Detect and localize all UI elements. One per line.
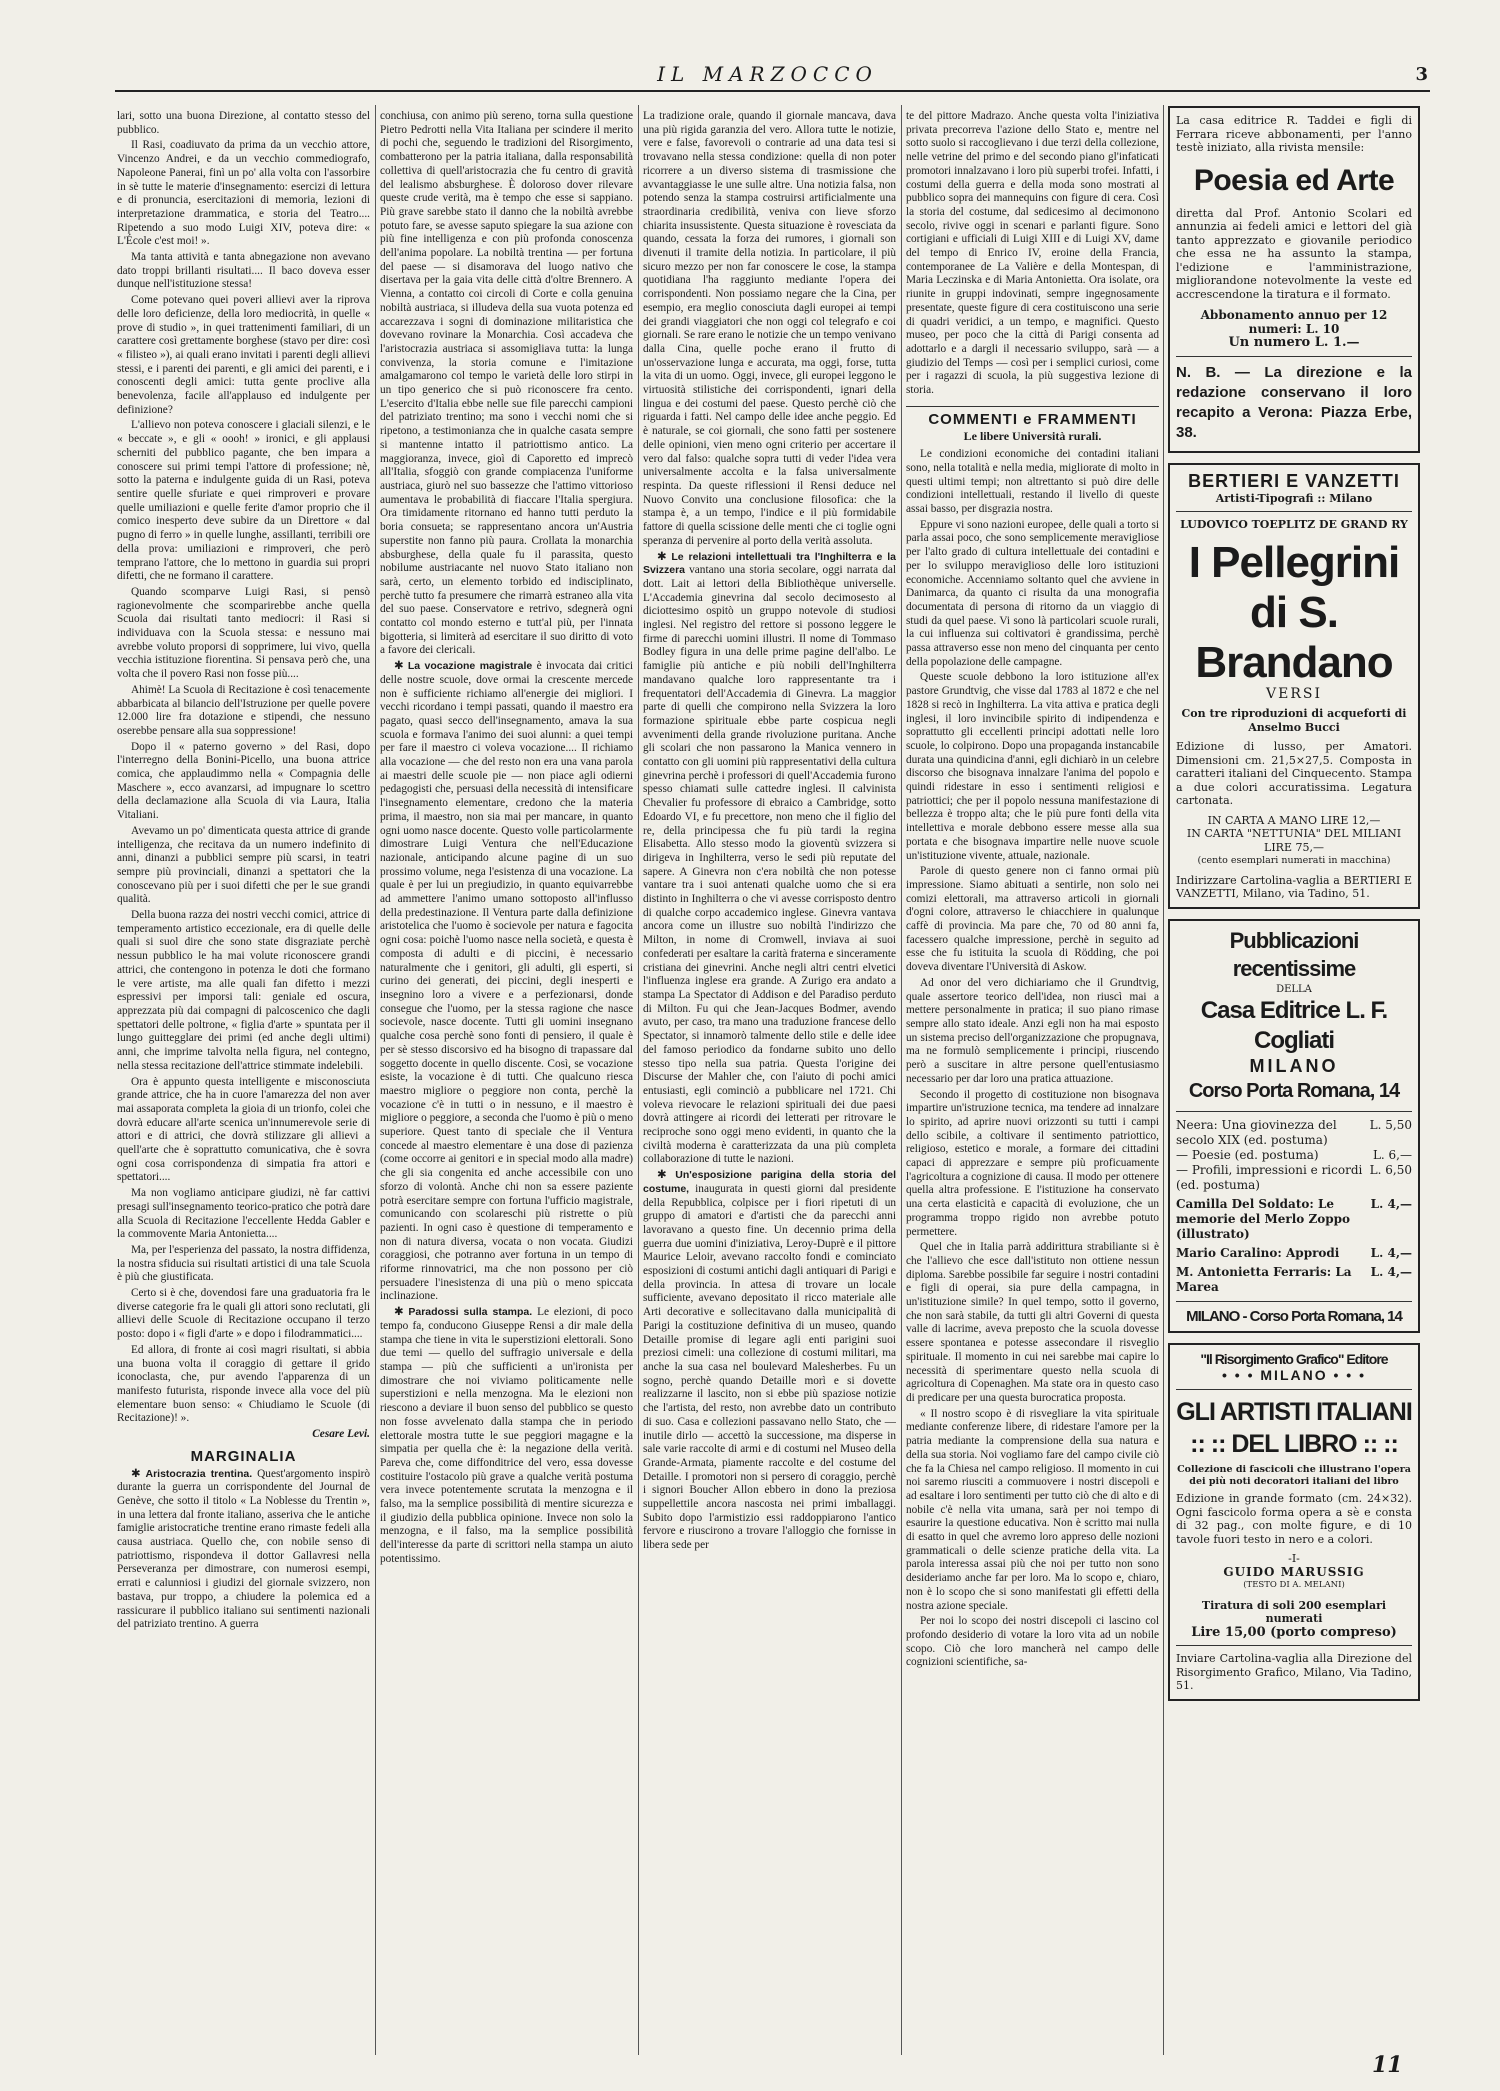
paragraph: Quel che in Italia parrà addirittura strabiliante si è che l'allievo che esce dall'istituto non ottiene nessun diploma. Sarebbe possibile far seguire i nostri contadini e figli di operai, sia pure della campagna, in un'istituzione simile? In quel tempo, sotto il governo, che non sarà stabile, da tutti gli altri Governi di questa valle di lacrime, aveva preposto che la scuola dovesse essere spontanea e potesse assecondare il risveglio spirituale. Il momento in cui nei sarebbe mai capire lo necessità di sperimentare questo nella scuola di agricoltura di Copenaghen. Ma state ora in questo caso di predicare per una questa burocratica proposta.	[906, 1241, 1159, 1404]
item-text: vantano una storia secolare, oggi narrata dal dott. Lait ai lettori della Bibliothèque universelle. L'Accademia ginevrina dal secolo decimosesto al diciottesimo ospitò un gruppo notevole di studiosi inglesi. Nel registro del rettore si possono leggere le firme di parecchi uomini illustri. Il nome di Tommaso Bodley figura in una delle prime pagine dell'albo. Le famiglie più antiche e più nobili dell'Inghilterra mandavano qualche loro rappresentante tra i frequentatori dell'Accademia di Ginevra. La maggior parte di quelli che compirono nella Svizzera la loro formazione spirituale ebbe parte cospicua negli avvenimenti della grande rivoluzione puritana. Anche gli scolari che non passarono la Manica vennero in contatto con gli uomini più rappresentativi della cultura ginevrina perchè i professori di quell'Accademia furono spesso chiamati sulle cattedre inglesi. Il calvinista Chevalier fu professore di ebraico a Cambridge, sotto Edoardo VI, e fu precettore, non meno che il figlio del re, della principessa che fu più tardi la regina Elisabetta. Allo stesso modo la gioventù svizzera si dirigeva in Inghilterra, verso le sedi più reputate del sapere. A Ginevra non c'era nobiltà che non potesse vantare tra i suoi antenati qualche uomo che si era distinto in Inghilterra o che vi avesse corrisposto dentro di qualche corpo accademico inglese. Ginevra vantava ancora come un illustre suo nobiltà l'indirizzo che Milton, in nome di Cromwell, inviava ai suoi confederati per esaltare la carità fraterna e sinceramente cristiana dei ginevrini. Anche negli altri centri elvetici l'influenza inglese era grande. A Zurigo era andato a stampa La Spectator di Addison e del Paradiso perduto di Milton. Fu qui che Jean-Jacques Bodmer, avendo avuto, per caso, tra mano una traduzione francese dello Spectator, si innamorò talmente dello stile e delle idee del famoso periodico da fondarne subito uno dello stesso tipo nella sua patria. Questa l'origine dei Discurse der Mahler che, con l'aiuto di pochi amici entusiasti, egli cominciò a pubblicare nel 1721. Chi voleva rievocare le relazioni spirituali dei due paesi dovrà attingere ai ricordi dei letterati per ritrovare le reciproche sono oggi meno evidenti, in quanto che la civiltà moderna è caratterizzata da una più completa collaborazione di tutte le nazioni.	[643, 564, 896, 1166]
editorial-notice: N. B. — La direzione e la redazione conservano il loro recapito a Verona: Piazza Erbe, 38.	[1176, 363, 1412, 441]
ad-title-line2: :: :: DEL LIBRO :: ::	[1190, 1430, 1398, 1458]
ad-publisher: BERTIERI E VANZETTI	[1188, 470, 1400, 491]
ad-subtitle: Collezione di fascicoli che illustrano l'opera dei più noti decoratori italiani del libro	[1177, 1464, 1411, 1487]
paragraph: La tradizione orale, quando il giornale mancava, dava una più rigida garanzia del vero. Allora tutte le notizie, vere e false, favorevoli o contrarie ad una data tesi si trovavano nella stessa condizione: quella di non poter ricorrere a un diverso sistema di trasmissione che avvantaggiasse le une sulle altre. Una notizia falsa, non potendo senza la stampa costruirsi artificialmente una straordinaria credibilità, veniva con lieve sforzo chiarita insussistente. Questa situazione è rovesciata da quando, cessata la forza dei rumores, i giornali son divenuti il tramite della notizia. In particolare, il più sicuro mezzo per non far conoscere le cose, la stampa quotidiana l'ha raggiunto mediante l'opera dei corrispondenti. Non possiamo negare che la Cina, per esempio, era meglio conosciuta dagli europei ai tempi dei grandi viaggiatori che non oggi col telegrafo e coi giornali. Se rare erano le notizie che un tempo venivano dalla Cina, quelle poche erano il frutto di un'osservazione lunga e accurata, ma oggi, forse, tutta la vita di un uomo. Oggi, invece, gli europei leggono le virtuosità stilistiche dei corrispondenti, ignari della lingua e dei costumi del paese. Questo perchè ciò che riguarda i fatti. Nel campo delle idee anche peggio. Ed è naturale, se coi giornali, che sono fatti per sostenere delle opinioni, vien meno ogni criterio per accertare il vero dal falso: qualche sopra tutti di veder l'idea vera universalmente accolta e la falsa universalmente respinta. Da queste riflessioni il Rensi deduce nel Nuovo Convito una conclusione filosofica: che la stampa è, a un tempo, l'indice e il più formidabile fattore di quella scissione delle menti che ci toglie ogni speranza di pervenire al porto della verità assoluta.	[643, 110, 896, 547]
item-text: Quest'argomento inspirò durante la guerra un corrispondente del Journal de Genève, che sotto il titolo « La Noblesse du Trentin », in una lettera dal fronte italiano, asseriva che le antiche famiglie aristocratiche trentine erano rimaste fedeli alla causa austriaca. Quello che, con nobile senso di patriottismo, rispondeva il dottor Gallavresi nella Perseveranza per dimostrare, con numerosi esempi, errati e calunniosi i giudizi del giornale svizzero, non bastava, pur troppo, a chiudere la polemica ed a rassicurare il pubblico italiano sui sentimenti nazionali del patriziato trentino. A guerra	[117, 1467, 370, 1631]
ad-head: Pubblicazioni recentissime	[1229, 927, 1359, 981]
ad-divider	[1176, 356, 1412, 357]
book-item: Camilla Del Soldato: Le memorie del Merlo Zoppo (illustrato) L. 4,—	[1176, 1197, 1412, 1241]
paragraph: Per noi lo scopo dei nostri discepoli ci lascino col profondo desiderio di votare la loro vita ad un nobile scopo. Ciò che loro mancherà nel campo delle cognizioni scientifiche, sa-	[906, 1615, 1159, 1669]
ad-address: Corso Porta Romana, 14	[1188, 1080, 1400, 1102]
ad-artisti-italiani	[1168, 1343, 1420, 1701]
ad-order: Indirizzare Cartolina-vaglia a BERTIERI E VANZETTI, Milano, via Tadino, 51.	[1176, 873, 1412, 900]
column-2	[380, 110, 633, 2050]
masthead	[115, 60, 1428, 92]
item-heading: Aristocrazia trentina.	[145, 1467, 253, 1480]
paragraph: Ed allora, di fronte ai così magri risultati, si abbia una buona volta il coraggio di gettare il grido iconoclasta, che, pur avendo l'apparenza di un manifesto futurista, risponde invece alla voce del più elementare buon senso: « Chiudiamo le Scuole (di Recitazione)! ».	[117, 1343, 370, 1425]
ad-divider	[1176, 1389, 1412, 1390]
paragraph: Ma, per l'esperienza del passato, la nostra diffidenza, la nostra sfiducia sui risultati artistici di una tale Scuola è più che giustificata.	[117, 1243, 370, 1284]
bullet-icon: ✱	[394, 660, 408, 673]
book-item: Mario Caralino: Approdi L. 4,—	[1176, 1246, 1412, 1260]
paragraph: Queste scuole debbono la loro istituzione all'ex pastore Grundtvig, che visse dal 1783 al 1872 e che nel 1828 si recò in Inghilterra. La vita attiva e pratica degli inglesi, il loro invincibile spirito di indipendenza e soprattutto gli eccellenti principi adottati nelle loro scuole, lo colpirono. Dopo una propaganda instancabile durata una quindicina d'anni, egli dichiarò in un celebre discorso che bisognava innalzare l'anima del popolo e quindi ridestare in esso i sentimenti religiosi e patriottici; che per il popolo nessuna manifestazione di bellezza è troppo alta; che le più pure fonti della vita intellettiva e morale debbono essere messe alla sua portata e che bisognava impartire nelle nuove scuole un'istituzione vivente, attuale, nazionale.	[906, 671, 1159, 862]
book-list	[1176, 1118, 1412, 1295]
ad-della: DELLA	[1276, 983, 1312, 995]
ad-run: Tiratura di soli 200 esemplari numerati	[1201, 1598, 1387, 1625]
paragraph: Avevamo un po' dimenticata questa attrice di grande intelligenza, che recitava da un numero indefinito di anni, dinanzi a pubblici sempre più scarsi, in teatri sempre più provinciali, dinanzi a spettatori che la conoscevano più per i suoi difetti che per le sue grandi qualità.	[117, 824, 370, 906]
page-number: 3	[1415, 64, 1428, 85]
ad-footer: MILANO - Corso Porta Romana, 14	[1186, 1308, 1402, 1325]
paragraph: Ahimè! La Scuola di Recitazione è così tenacemente abbarbicata al bilancio dell'Istruzione per quelle povere 12.000 lire fra dotazione e stipendi, che nessuno oserebbe pensare alla sua soppressione!	[117, 683, 370, 737]
ad-body: Edizione in grande formato (cm. 24×32). Ogni fascicolo forma opera a sè e consta di 32 pag., con molte figure, e di 10 tavole fuori testo in nero e a colori.	[1176, 1492, 1412, 1546]
paragraph: Ad onor del vero dichiariamo che il Grundtvig, quale assertore teorico dell'idea, non riuscì mai a mettere personalmente in pratica; il suo piano rimase sempre allo stato ideale. Anzi egli non ha mai esposto un sistema preciso dell'organizzazione che propugnava, ma ne formulò semplicemente i principi, riuscendo però a suscitare in altre persone quell'entusiasmo necessario per dar loro una pratica attuazione.	[906, 976, 1159, 1085]
item-heading: Le relazioni intellettuali tra l'Inghilterra e la Svizzera	[643, 550, 896, 577]
ad-publisher-sub: Artisti-Tipografi :: Milano	[1215, 491, 1373, 505]
ad-house: Casa Editrice L. F. Cogliati	[1200, 997, 1388, 1054]
ad-price: Lire 15,00 (porto compreso)	[1191, 1624, 1397, 1640]
article-body	[117, 110, 370, 1442]
book-item: — Profili, impressioni e ricordi (ed. postuma) L. 6,50	[1176, 1163, 1412, 1192]
masthead-rule	[115, 90, 1430, 92]
section-subtitle: Le libere Università rurali.	[963, 429, 1102, 444]
author-signature: Cesare Levi.	[312, 1428, 370, 1441]
ad-issue-note: (TESTO DI A. MELANI)	[1243, 1580, 1345, 1590]
advertisement-column	[1168, 106, 1420, 1711]
ad-pellegrini	[1168, 463, 1420, 909]
ad-price: Abbonamento annuo per 12 numeri: L. 10	[1200, 308, 1388, 336]
marginalia-item	[380, 660, 633, 1304]
ad-body: Edizione di lusso, per Amatori. Dimensioni cm. 21,5×27,5. Composta in caratteri italiani del Cinquecento. Stampa a due colori accuratissima. Legatura cartonata.	[1176, 740, 1412, 807]
ad-issue-number: -I-	[1288, 1552, 1300, 1565]
ad-cogliati	[1168, 919, 1420, 1334]
ad-divider	[1176, 1301, 1412, 1302]
ad-title: Poesia ed Arte	[1193, 163, 1395, 197]
ad-intro: La casa editrice R. Taddei e figli di Ferrara riceve abbonamenti, per l'anno testè iniziato, alla rivista mensile:	[1176, 114, 1412, 154]
bullet-icon: ✱	[131, 1467, 146, 1480]
ad-divider	[1176, 1645, 1412, 1646]
bullet-icon: ✱	[394, 1306, 409, 1319]
ad-price: IN CARTA A MANO LIRE 12,—	[1207, 813, 1381, 827]
ad-poesia-ed-arte	[1168, 106, 1420, 453]
ad-city: • • • MILANO • • •	[1222, 1367, 1366, 1383]
item-text: è invocata dai critici delle nostre scuole, dove ormai la crescente mercede non è sufficiente richiamo all'energie dei migliori. I vecchi ricordano i tempi passati, quando il maestro era pagato, quasi secco dell'insegnamento, amava la sua scuola e formava l'animo dei suoi alunni: a quei tempi per fare il maestro ci voleva vocazione.... Il richiamo alla vocazione — che del resto non era una vana parola ai maestri delle scuole pie — non piace agli odierni pedagogisti che, persuasi della necessità di intensificare l'insegnamento elementare, credono che la materia prima, il maestro, non sia mai per mancare, in quanto ogni uomo nasce docente. Questo volle particolarmente dimostrare Luigi Ventura che nell'Educazione nazionale, anticipando alcune pagine di un suo prossimo volume, nega l'esistenza di una vocazione. La quale è per lui un pregiudizio, in quanto equivarrebbe ad ammettere l'animo umano sottoposto all'influsso della predestinazione. Il Ventura parte dalla definizione aristotelica che l'uomo è socievole per natura e fagocita ogni cosa: poichè l'uomo nasce nella società, e questa è composta di adulti e di piccini, è necessario naturalmente che i genitori, gli adulti, gli esperti, si curino dei generati, dei piccini, degli inesperti e insegnino loro a vivere e a perfezionarsi, donde consegue che l'uomo, per la stessa ragione che nasce socievole, nasce docente. Tutti gli uomini insegnano qualche cosa perchè sono fonti di pensiero, il quale è per sè stesso discorsivo ed ha bisogno di trapassare dal soggetto docente in quello discente. Così, se vocazione esiste, la vocazione è di tutti. Che qualcuno riesca maestro migliore o peggiore non conta, perchè la vocazione c'è in tutti o in nessuno, e il maestro è migliore o peggiore, a seconda che l'uomo è più o meno superiore. Quest tanto di speciale che il Ventura concede al maestro elementare è una dose di pazienza (come occorre ai genitori e in special modo alla madre) che gli sia congenita ed anche accessibile con uno sforzo di volontà. Anche chi non sa essere paziente potrà esercitare sempre con fortuna l'ufficio magistrale, comunicando con scolareschi più ristrette o più pazienti. In ogni caso è questione di temperamento e non di natura diversa, vocata o non vocata. Giudizi coraggiosi, che potranno aver fortuna in un tempo di riforme rinnovatrici, ma che non possono per ciò persuadere l'inesistenza di una più o meno spiccata inclinazione.	[380, 660, 633, 1303]
ad-title-line2: di S. Brandano	[1195, 587, 1393, 687]
section-title-marginalia: MARGINALIA	[190, 1447, 297, 1465]
column-divider	[375, 105, 376, 2055]
marginalia-item	[643, 551, 896, 1168]
book-item: Neera: Una giovinezza del secolo XIX (ed. postuma) L. 5,50	[1176, 1118, 1412, 1147]
item-heading: La vocazione magistrale	[407, 660, 533, 673]
ad-illustrations: Con tre riproduzioni di acqueforti di Anselmo Bucci	[1181, 707, 1407, 734]
book-item: — Poesie (ed. postuma) L. 6,—	[1176, 1148, 1412, 1162]
item-heading: Paradossi sulla stampa.	[408, 1306, 533, 1319]
paragraph: Dopo il « paterno governo » del Rasi, dopo l'interregno della Bonini-Picello, una buona attrice comica, che applaudimmo nella « Compagnia delle Maschere », ecco avanzarsi, ad impugnare lo scettro della declamazione alla Scuola di via Laura, Italia Vitaliani.	[117, 740, 370, 822]
ad-title-line1: GLI ARTISTI ITALIANI	[1176, 1398, 1412, 1426]
section-title-commenti: COMMENTI e FRAMMENTI	[906, 406, 1159, 427]
paragraph: Certo si è che, dovendosi fare una graduatoria fra le diverse categorie fra le quali gli attori sono reclutati, gli allievi delle Scuole di Recitazione occupano il terzo posto: dopo i « figli d'arte » e dopo i filodrammatici....	[117, 1287, 370, 1341]
column-divider	[901, 105, 902, 2055]
paragraph: lari, sotto una buona Direzione, al contatto stesso del pubblico.	[117, 110, 370, 136]
item-text: inaugurata in questi giorni dal presidente della Repubblica, colpisce per i fiori ripetuti di un gruppo di amatori e d'artisti che da parecchi anni lavoravano a questo fine. Un decennio prima della guerra due uomini d'iniziativa, Leroy-Duprè e il pittore Maurice Leloir, avevano raccolto fondi e cominciato esposizioni di costumi antichi dagli antiquari di Parigi e della provincia. In attesa di trovare un locale sufficiente, avevano depositato il ricco materiale alle Arti decorative e sollecitavano dalla municipalità di Parigi la costituzione definitiva di un museo, quando Detaille promise di legare agli enti parigini suoi preziosi cimeli: una collezione di costumi militari, ma anche la sua casa nel boulevard Malesherbes. Fu un sogno, perchè quando Detaille morì e si dovette realizzarne il lascito, non si ebbe più spaziose notizie che l'artista, del resto, non avrebbe dato un contributo di suo. Casa e collezioni passavano nello Stato, che — inutile dirlo — accettò la successione, ma disperse in sale varie raccolte di armi e di costumi nel Museo della Grande-Armata, piamente raccolte e del costume del Detaille. I promotori non si persero di coraggio, perchè i signori Boucher Allon ebbero in dono la preziosa suppellettile ancora nascosta nei primi imballaggi. Subito dopo l'armistizio essi raddoppiarono l'antico fervore e riuscirono a trovare l'alloggio che fornisse in libera sede per	[643, 1182, 896, 1552]
bullet-icon: ✱	[657, 1169, 676, 1182]
ad-head: "Il Risorgimento Grafico" Editore	[1200, 1351, 1388, 1367]
paragraph: conchiusa, con animo più sereno, torna sulla questione Pietro Pedrotti nella Vita Italiana per scindere il merito di pochi che, seguendo le tradizioni del Risorgimento, combatterono per la patria italiana, dalla responsabilità collettiva di quell'aristocrazia che fu centro di gravità del lealismo absburghese. È doloroso dover rilevare queste crude verità, ma è tempo che esse si sappiano. Più grave sarebbe stato il danno che la nobiltà avrebbe potuto fare, se avesse saputo spiegare la sua azione con più fine intelligenza e con più profonda conoscenza dell'anima popolare. La nobiltà trentina — per fortuna del paese — si disamorava del luogo nativo che disertava per la gaia vita delle città d'oltre Brennero. A Vienna, a contatto coi circoli di Corte e colla genuina nobiltà austriaca, si illudeva della sua vuota potenza ed accarezzava i sogni di dominazione militaristica che dovevano rovinare la Monarchia. Così accadeva che l'aristocrazia austriaca si assomigliava tutta: la lunga convivenza, la storia comune e l'imitazione amalgamarono col tempo le varietà delle loro stirpi in un tipo generico che si può riconoscere fra cento. L'esercito d'Italia ebbe nelle sue file parecchi campioni del patriziato trentino; ma sono i vecchi nomi che si ripetono, a testimonianza che in qualche casata sempre si mantenne intatto il patriottismo antico. La maggioranza, invece, gioì di Caporetto ed imprecò all'Italia, sfoggiò con grande compiacenza l'uniforme austriaca, giurò nel suo bassezze che l'attimo vittorioso aumentava le probabilità di fiaccare l'Italia spergiura. Ora timidamente ritornano ed hanno tutti perduto la boria consueta; se rappresentano ancora un'Austria superstite non fanno più paura. Crollata la monarchia absburghese, della quale fu il parassita, questo nobilume austriacante nel nuovo Stato italiano non sarà, certo, un elemento torbido ed indisciplinato, perchè tutto fa presumere che rimarrà estraneo alla vita del suo paese. Conservatore e retrivo, sdegnerà ogni contatto col mondo esterno e tutt'al più, per l'innata bigotteria, si limiterà ad esercitare il suo diritto di voto a favore dei clericali.	[380, 110, 633, 657]
paragraph: Ora è appunto questa intelligente e misconosciuta grande attrice, che ha in cuore l'amarezza del non aver mai assaporata completa la gioia di un trionfo, colei che dovrà educare all'arte scenica un'innumerevole serie di attori e di attrici, che dovrà stilizzare gli allievi a quell'arte che è soprattutto comunicativa, che è sovra ogni cosa corrispondenza di simpatia fra attori e spettatori....	[117, 1075, 370, 1184]
paragraph: Come potevano quei poveri allievi aver la riprova delle loro deficienze, della loro mediocrità, in quelle « prove di studio », in quei trattenimenti familiari, di un carattere così grettamente borghese (stavo per dire: così « filisteo »), ai quali erano invitati i parenti degli allievi stessi, e i parenti dei parenti, e gli amici dei parenti, e i conoscenti degli amici: tutta gente proclive alla benevolenza, facile all'applauso ed indulgente per definizione?	[117, 294, 370, 416]
paragraph: Eppure vi sono nazioni europee, delle quali a torto si parla assai poco, che sono semplicemente meravigliose per l'alto grado di cultura intellettuale dei contadini e per lo sviluppo meraviglioso delle loro istituzioni economiche. Accenniamo soltanto quel che avviene in Danimarca, da quanto ci risulta da una monografia documentata di persona di ritorno da un viaggio di studi da quel paese. Vi sono là particolari scuole rurali, la cui influenza sui coltivatori è grandissima, perchè passa attraverso esse non meno del cinquanta per cento della popolazione delle campagne.	[906, 518, 1159, 668]
ad-price: IN CARTA "NETTUNIA" DEL MILIANI LIRE 75,—	[1186, 827, 1402, 854]
book-item: M. Antonietta Ferraris: La Marea L. 4,—	[1176, 1265, 1412, 1294]
bullet-icon: ✱	[657, 550, 672, 563]
item-text: Le elezioni, di poco tempo fa, conducono Giuseppe Rensi a dir male della stampa che tiene in vita le superstizioni elettorali. Sono due temi — quello del suffragio universale e della stampa — più che sufficienti a un'ironista per dimostrare che noi viviamo politicamente nelle superstizioni e nella menzogna. Ma le elezioni non riescono a deviare il buon senso del pubblico se questo non fosse avvelenato dalla stampa che in periodo elettorale mostra tutte le sue peggiori magagne e la simpatia per quella che è: la negazione della verità. Pareva che, come diffonditrice del vero, essa dovesse costituire l'ostacolo più grave a qualche verità postuma vera invece potentemente scrutata la menzogna e il falso, ma la semplice possibilità di mentire sicurezza e il giudizio della pubblica opinione. Invece non solo la menzogna, e il falso, ma la semplice possibilità dell'interesse da parte di scrittori nella stampa un aiuto potentissimo.	[380, 1306, 633, 1565]
ad-body: diretta dal Prof. Antonio Scolari ed annunzia ai fedeli amici e lettori del già tanto apprezzato e giovanile periodico che essa ne ha assunto la stampa, l'edizione e l'amministrazione, migliorandone notevolmente la veste ed accrescendone la tiratura e il formato.	[1176, 206, 1412, 301]
ad-kind: VERSI	[1266, 685, 1322, 702]
marginalia-item	[380, 1306, 633, 1566]
column-divider	[638, 105, 639, 2055]
item-heading: Un'esposizione parigina della storia del costume,	[643, 1169, 896, 1195]
ad-price-note: (cento esemplari numerati in macchina)	[1197, 855, 1391, 866]
handwritten-page-mark: 11	[1372, 2052, 1403, 2078]
paragraph: Ma tanta attività e tanta abnegazione non avevano dato troppi brillanti risultati.... Il baco doveva esser dunque nell'istituzione stessa!	[117, 251, 370, 291]
ad-price-single: Un numero L. 1.—	[1228, 335, 1360, 350]
ad-author: LUDOVICO TOEPLITZ DE GRAND RY	[1180, 518, 1408, 531]
paragraph: Il Rasi, coadiuvato da prima da un vecchio attore, Vincenzo Andrei, e da un vecchio commediografo, Napoleone Panerai, finì un po' alla volta con l'assorbire in sè tutte le materie d'insegnamento: esercizi di lettura e di pronuncia, esercitazioni di memoria, lezioni di interpretazione drammatica, e storia del Teatro.... Ripetendo a suo modo Luigi XIV, poteva dire: « L'École c'est moi! ».	[117, 139, 370, 248]
marginalia-item	[117, 1468, 370, 1632]
ad-issue-name: GUIDO MARUSSIG	[1223, 1564, 1365, 1579]
column-4	[906, 110, 1159, 2050]
ad-divider	[1176, 511, 1412, 512]
paragraph: Secondo il progetto di costituzione non bisognava impartire un'istruzione tecnica, ma tendere ad innalzare lo spirito, ad aprire nuovi orizzonti su tutti i campi dello scibile, a coltivare il sentimento patriottico, religioso, estetico e morale, a formare dei cittadini capaci di apprezzare e sempre più proficuamente l'agricoltura a cognizione di causa. Il modo per ottenere quella altra professione. E l'istituzione ha conservato una certa elasticità e capacità di evoluzione, che un programma troppo rigido non avrebbe potuto permettere.	[906, 1088, 1159, 1238]
ad-title-line1: I Pellegrini	[1188, 537, 1400, 587]
column-3	[643, 110, 896, 2050]
paragraph: Quando scomparve Luigi Rasi, si pensò ragionevolmente che scomparirebbe anche quella Scuola dai risultati tanto mediocri: il Rasi si individuava con la Scuola stessa: e nessuno mai avrebbe voluto proporsi di sopprimere, lui vivo, quella vecchia istituzione fiorentina. Si pensava però che, una volta che il povero Rasi non fosse più....	[117, 585, 370, 681]
paragraph: Parole di questo genere non ci fanno ormai più impressione. Siamo abituati a sentirle, non solo nei comizi elettorali, ma attraverso articoli in giornali d'ogni colore, attraverso le chiacchiere in qualunque caffè di provincia. Ma pare che, 70 od 80 anni fa, facessero qualche impressione, perchè in seguito ad esse che fu istituita la scuola di Rödding, che poi doveva diventare l'Università di Askow.	[906, 865, 1159, 974]
paragraph: Della buona razza dei nostri vecchi comici, attrice di temperamento artistico eccezionale, era di quelle delle quali si suol dire che sono state disgraziate perchè nessun pubblico le ha mai volute riconoscere grandi attrici, che contengono in potenza le doti che formano le vere artiste, ma alle quali fan difetto i mezzi espressivi per imporsi tali: geniale ed oscura, apprezzata più dai compagni di palcoscenico che dagli spettatori delle poltrone, « figlia d'arte » spuntata per il lungo guittegglare dei primi (ed anche degli ultimi) anni, che imprime talvolta nella figura, nel contegno, nella stessa recitazione dell'attrice stimmate indelebili.	[117, 909, 370, 1072]
ad-divider	[1176, 1111, 1412, 1112]
paragraph: Ma non vogliamo anticipare giudizi, nè far cattivi presagi sull'insegnamento teorico-pratico che potrà dare alla Scuola di Recitazione l'eccellente Hedda Gabler e la commovente Maria Antonietta....	[117, 1187, 370, 1241]
column-1	[117, 110, 370, 2050]
paragraph: L'allievo non poteva conoscere i glaciali silenzi, e le « beccate », e gli « oooh! » ironici, e gli applausi scherniti del pubblico pagante, che ben impara a conoscere sui primi tempi l'attore di professione; nè, sotto la paterna e indulgente guida di un Rasi, poteva sentire quelle sfuriate e quei rimproveri e provare quelle umiliazioni e quelle ferite d'amor proprio che il comico inesperto deve subire da un Direttore « dal pugno di ferro » in quelle lunghe, assillanti, terribili ore della prova: umiliazioni e rimproveri, che però temprano l'attore, che lo mettono in guardia sui propri difetti, che ne formano il carattere.	[117, 419, 370, 583]
column-divider	[1163, 105, 1164, 2055]
paragraph: Le condizioni economiche dei contadini italiani sono, nella totalità e nella media, migliorate di molto in questi ultimi tempi; non altrettanto si può dire delle condizioni intellettuali, restando il livello di queste assai basso, per disgrazia nostra.	[906, 448, 1159, 515]
ad-order: Inviare Cartolina-vaglia alla Direzione del Risorgimento Grafico, Milano, Via Tadino, 51.	[1176, 1652, 1412, 1692]
ad-city: MILANO	[1249, 1056, 1339, 1076]
paragraph: te del pittore Madrazo. Anche questa volta l'iniziativa privata precorreva l'azione dello Stato e, mentre nel sotto suolo si raccoglievano i due terzi della collezione, nelle vetrine del primo e del secondo piano gl'infaticati promotori innalzavano i loro più superbi trofei. Infatti, i costumi della guerra e della moda sono mostrati al pubblico sopra dei mannequins con figure di cera. Così la storia del costume, dal sedicesimo al decimonono secolo, rivive oggi in scenari e parlanti figure. Sono cortigiani e ufficiali di Luigi XIII e di Luigi XV, dame del tempo di Enrico IV, eroine della Francia, contemporanee de La Valière e della Montespan, di Maria Leczinska e di Maria Antonietta. Ora isolate, ora riunite in gruppi indovinati, sempre ingegnosamente presentate, queste figure di cera costituiscono una serie di quadri veridici, a un tempo, e magnifici. Questo museo, per poco che la città di Parigi consenta ad adottarlo e a dargli il necessario sviluppo, sarà — a giudizio del Temps — così per i semplici curiosi, come per i ragazzi di scuola, la più suggestiva lezione di storia.	[906, 110, 1159, 397]
marginalia-item	[643, 1169, 896, 1553]
paragraph: « Il nostro scopo è di risvegliare la vita spirituale mediante conferenze libere, di ridestare l'amore per la patria mediante la comprensione della sua natura e della sua storia. Noi vogliamo fare del campo civile ciò che fa la Chiesa nel campo religioso. Il momento in cui noi saremo riusciti a commuovere i nostri discepoli e ad esaltare i loro sentimenti per tutto ciò che di alto e di nobile c'è nella vita umana, sarà per noi tempo di esaurire la questione educativa. Non è scritto mai nulla di esatto in quel che avremo loro appreso delle nozioni grammaticali o delle scienze pratiche della vita. La parola interessa assai più che noi per tutto non sono desideriamo anche far per loro. Ma lo scopo e, chiaro, non è lo scopo che si sono manifestati gli effetti della nostra azione speciale.	[906, 1407, 1159, 1612]
newspaper-title: IL MARZOCCO	[657, 62, 878, 86]
